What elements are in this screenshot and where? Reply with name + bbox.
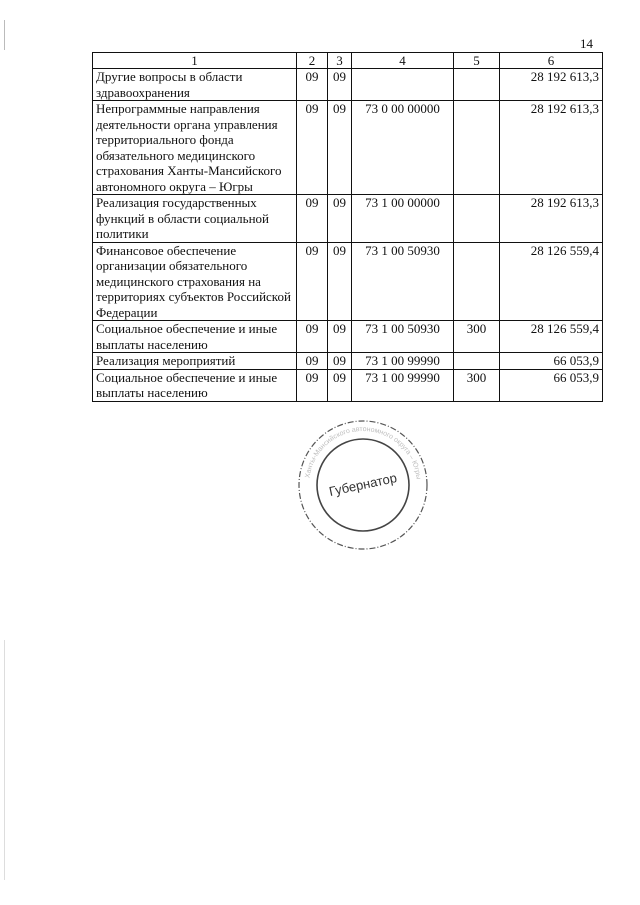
governor-seal [296, 418, 430, 552]
row-subsection: 09 [328, 242, 352, 321]
row-subsection: 09 [328, 321, 352, 353]
table-header-row [93, 53, 603, 69]
row-section: 09 [297, 101, 328, 195]
row-subsection: 09 [328, 69, 352, 101]
row-name: Социальное обеспечение и иные выплаты населению [93, 321, 297, 353]
row-target-article: 73 1 00 50930 [352, 321, 454, 353]
table-row [93, 195, 603, 243]
header-col-2: 2 [297, 53, 328, 69]
header-col-3: 3 [328, 53, 352, 69]
scan-edge-mark [4, 20, 5, 50]
row-section: 09 [297, 69, 328, 101]
scan-edge-mark [4, 640, 5, 880]
row-section: 09 [297, 353, 328, 370]
row-target-article: 73 1 00 00000 [352, 195, 454, 243]
seal-center-text: Губернатор [327, 470, 399, 500]
row-expense-type [454, 242, 500, 321]
row-expense-type [454, 353, 500, 370]
row-expense-type [454, 101, 500, 195]
table-row [93, 101, 603, 195]
row-amount: 28 192 613,3 [500, 195, 603, 243]
row-subsection: 09 [328, 195, 352, 243]
row-amount: 28 126 559,4 [500, 242, 603, 321]
table-row [93, 369, 603, 401]
header-col-5: 5 [454, 53, 500, 69]
row-target-article [352, 69, 454, 101]
row-expense-type: 300 [454, 321, 500, 353]
budget-table [92, 52, 603, 402]
table-row [93, 242, 603, 321]
row-expense-type: 300 [454, 369, 500, 401]
row-section: 09 [297, 321, 328, 353]
row-name: Финансовое обеспечение организации обязательного медицинского страхования на территориях субъектов Российской Федерации [93, 242, 297, 321]
row-name: Социальное обеспечение и иные выплаты населению [93, 369, 297, 401]
header-col-6: 6 [500, 53, 603, 69]
row-target-article: 73 1 00 50930 [352, 242, 454, 321]
table-row [93, 321, 603, 353]
row-amount: 28 192 613,3 [500, 101, 603, 195]
page-number: 14 [580, 36, 593, 51]
seal-ring-text: Ханты-Мансийского автономного округа – Югры [304, 425, 422, 480]
row-target-article: 73 0 00 00000 [352, 101, 454, 195]
row-name: Непрограммные направления деятельности органа управления территориального фонда обязательного медицинского страхования Ханты-Мансийского автономного округа – Югры [93, 101, 297, 195]
row-name: Реализация государственных функций в области социальной политики [93, 195, 297, 243]
row-section: 09 [297, 242, 328, 321]
row-amount: 28 192 613,3 [500, 69, 603, 101]
table-row [93, 353, 603, 370]
row-name: Реализация мероприятий [93, 353, 297, 370]
row-subsection: 09 [328, 369, 352, 401]
row-amount: 66 053,9 [500, 369, 603, 401]
header-col-4: 4 [352, 53, 454, 69]
row-section: 09 [297, 195, 328, 243]
row-expense-type [454, 195, 500, 243]
row-expense-type [454, 69, 500, 101]
row-subsection: 09 [328, 101, 352, 195]
row-amount: 66 053,9 [500, 353, 603, 370]
header-col-1: 1 [93, 53, 297, 69]
row-section: 09 [297, 369, 328, 401]
table-row [93, 69, 603, 101]
row-subsection: 09 [328, 353, 352, 370]
row-name: Другие вопросы в области здравоохранения [93, 69, 297, 101]
row-target-article: 73 1 00 99990 [352, 369, 454, 401]
row-target-article: 73 1 00 99990 [352, 353, 454, 370]
row-amount: 28 126 559,4 [500, 321, 603, 353]
